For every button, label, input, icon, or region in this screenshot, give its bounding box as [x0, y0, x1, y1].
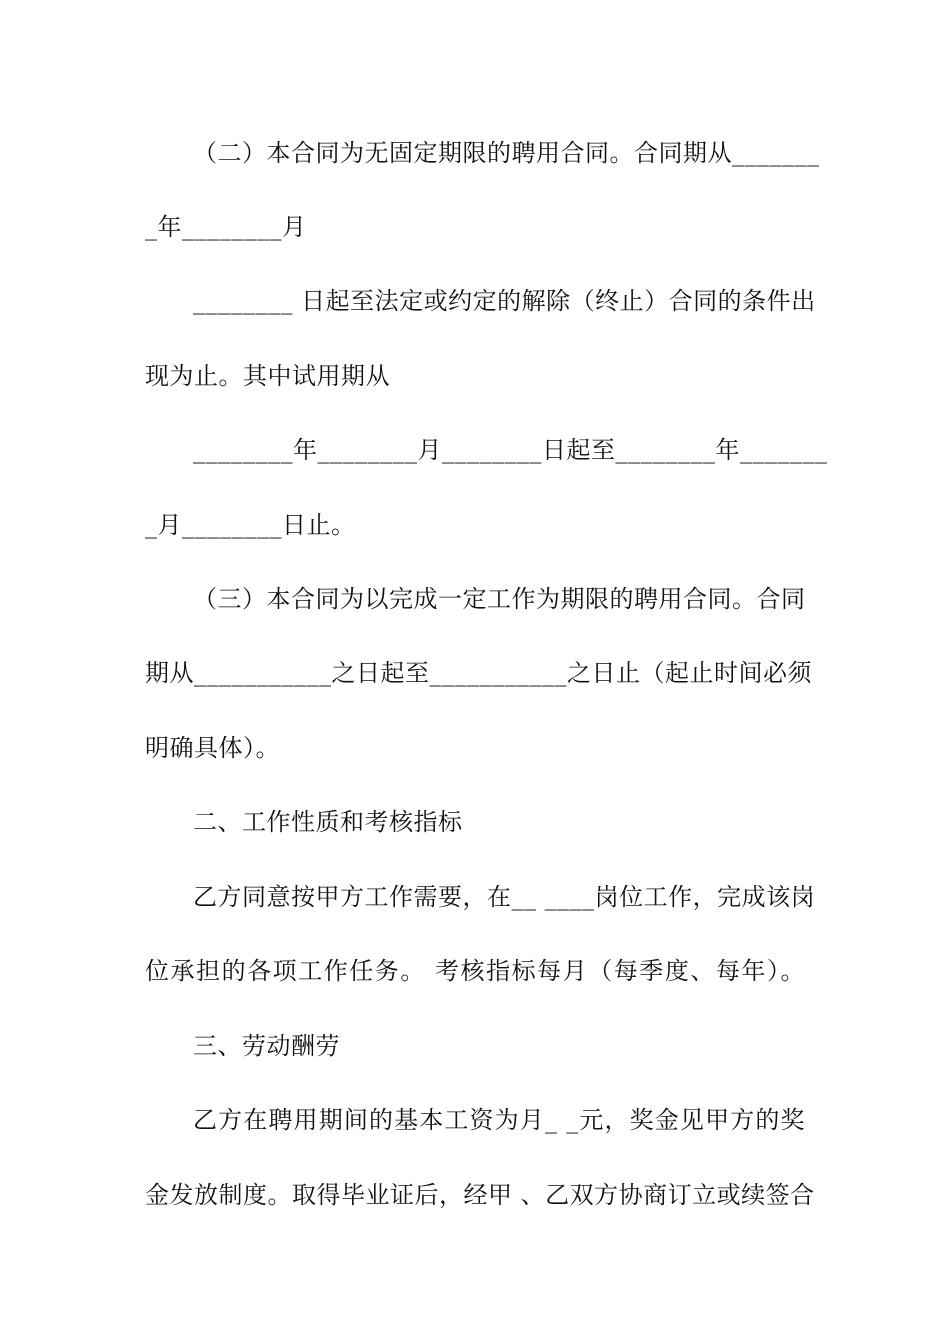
section-heading: 二、工作性质和考核指标 — [193, 808, 463, 836]
paragraph-line: （三）本合同为以完成一定工作为期限的聘用合同。合同 — [193, 585, 806, 613]
paragraph-line: （二）本合同为无固定期限的聘用合同。合同期从_______ — [193, 139, 820, 167]
paragraph-line: 乙方在聘用期间的基本工资为月_ _元，奖金见甲方的奖 — [193, 1106, 805, 1134]
paragraph-line: 金发放制度。取得毕业证后，经甲 、乙双方协商订立或续签合 — [145, 1181, 815, 1209]
paragraph-line: _月________日止。 — [145, 511, 356, 539]
paragraph-line: 现为止。其中试用期从 — [145, 362, 390, 390]
paragraph-line: ________ 日起至法定或约定的解除（终止）合同的条件出 — [193, 287, 816, 315]
section-heading: 三、劳动酬劳 — [193, 1032, 340, 1060]
paragraph-line: 期从___________之日起至___________之日止（起止时间必须 — [145, 659, 812, 687]
paragraph-line: 明确具体）。 — [145, 734, 280, 762]
paragraph-line: 位承担的各项工作任务。 考核指标每月（每季度、每年）。 — [145, 957, 805, 985]
paragraph-line: ________年________月________日起至________年_______ — [193, 436, 828, 464]
paragraph-line: _年________月 — [145, 213, 307, 241]
paragraph-line: 乙方同意按甲方工作需要，在__ ____岗位工作，完成该岗 — [193, 883, 816, 911]
